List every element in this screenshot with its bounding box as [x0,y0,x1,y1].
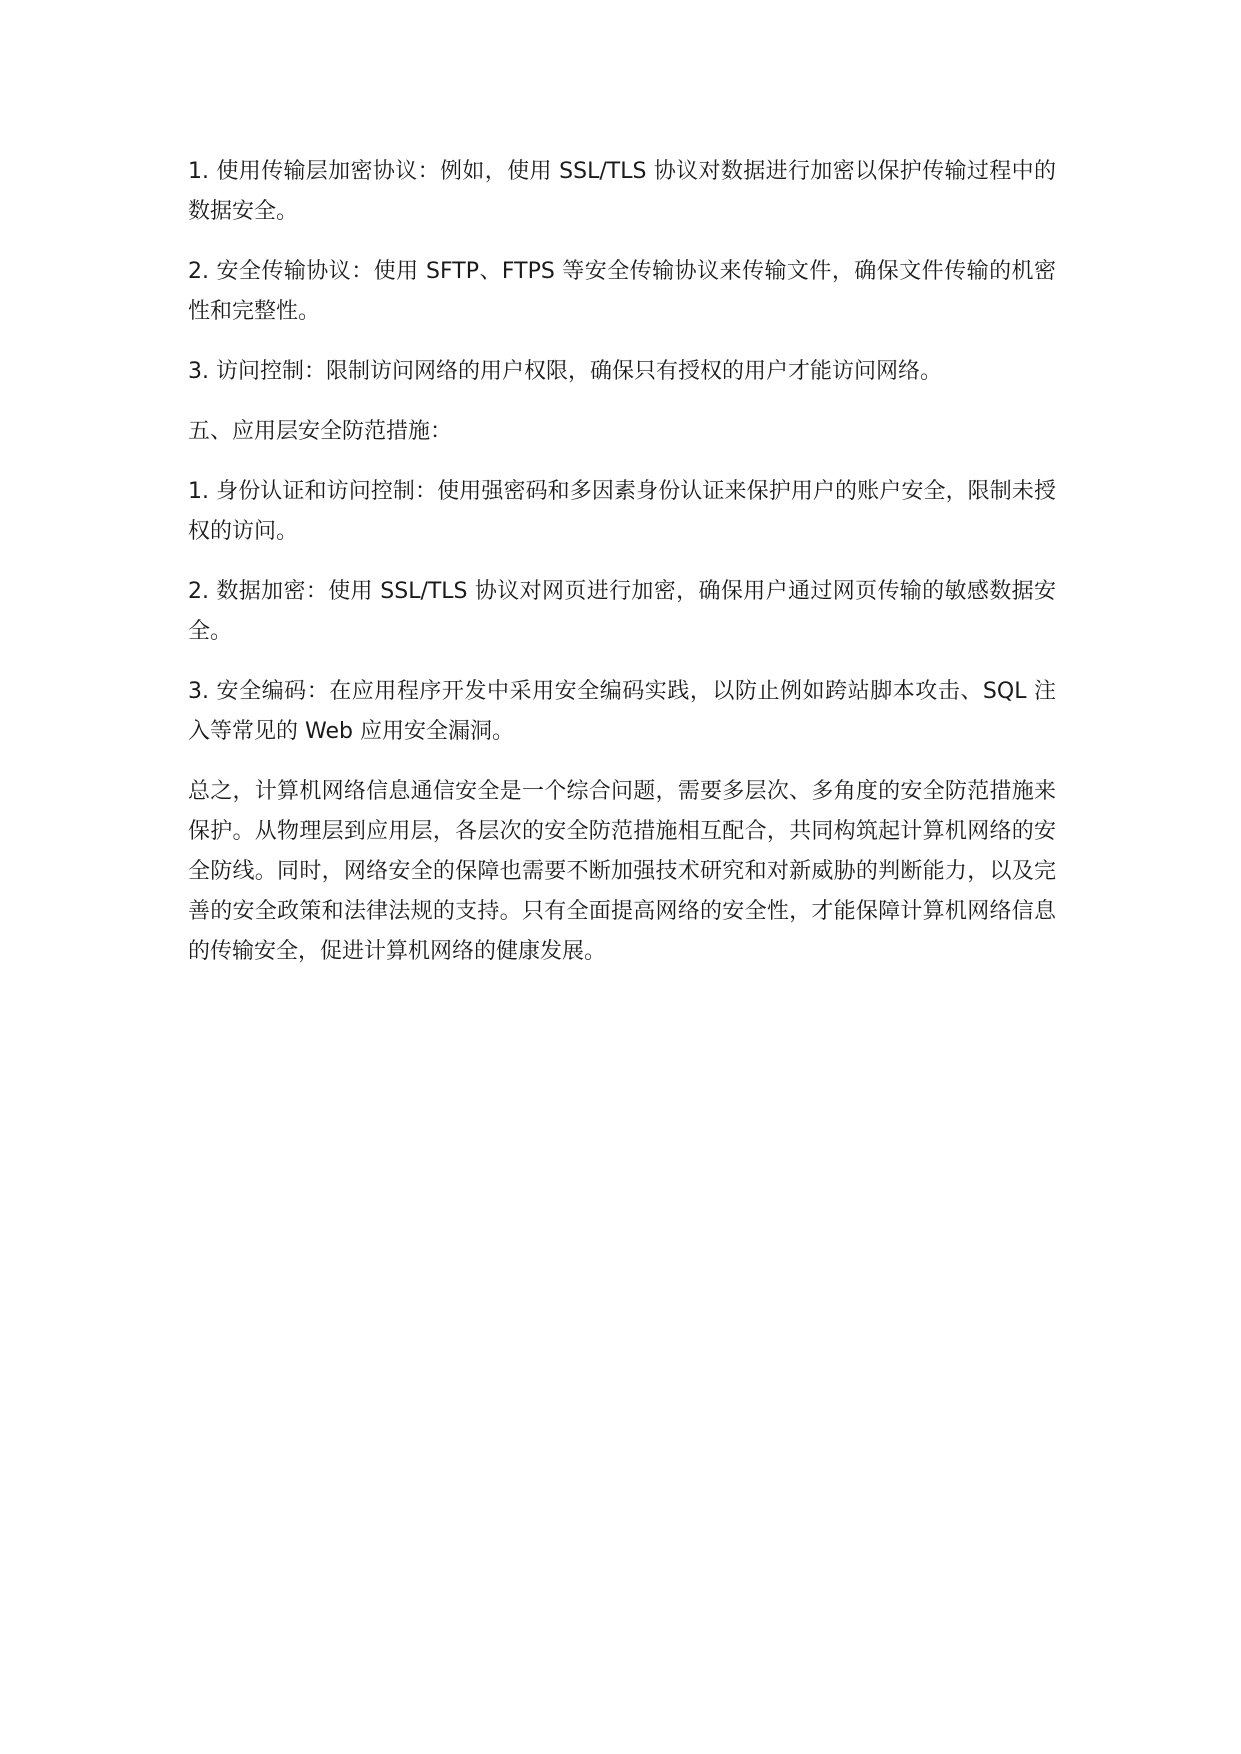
section-heading-application-layer: 五、应用层安全防范措施： [188,419,453,444]
paragraph-secure-coding: 3. 安全编码：在应用程序开发中采用安全编码实践，以防止例如跨站脚本攻击、SQL 注入等常见的 Web 应用安全漏洞。 [188,679,1056,744]
paragraph-data-encryption: 2. 数据加密：使用 SSL/TLS 协议对网页进行加密，确保用户通过网页传输的敏感数据安全。 [188,579,1056,644]
document-body [188,152,1056,992]
paragraph-conclusion: 总之，计算机网络信息通信安全是一个综合问题，需要多层次、多角度的安全防范措施来保护。从物理层到应用层，各层次的安全防范措施相互配合，共同构筑起计算机网络的安全防线。同时，网络安全的保障也需要不断加强技术研究和对新威胁的判断能力，以及完善的安全政策和法律法规的支持。只有全面提高网络的安全性，才能保障计算机网络信息的传输安全，促进计算机网络的健康发展。 [188,779,1056,964]
paragraph-access-control: 3. 访问控制：限制访问网络的用户权限，确保只有授权的用户才能访问网络。 [188,359,942,384]
paragraph-transport-encryption: 1. 使用传输层加密协议：例如，使用 SSL/TLS 协议对数据进行加密以保护传输过程中的数据安全。 [188,159,1056,224]
paragraph-secure-transfer-protocol: 2. 安全传输协议：使用 SFTP、FTPS 等安全传输协议来传输文件，确保文件传输的机密性和完整性。 [188,259,1056,324]
paragraph-authentication: 1. 身份认证和访问控制：使用强密码和多因素身份认证来保护用户的账户安全，限制未授权的访问。 [188,479,1056,544]
